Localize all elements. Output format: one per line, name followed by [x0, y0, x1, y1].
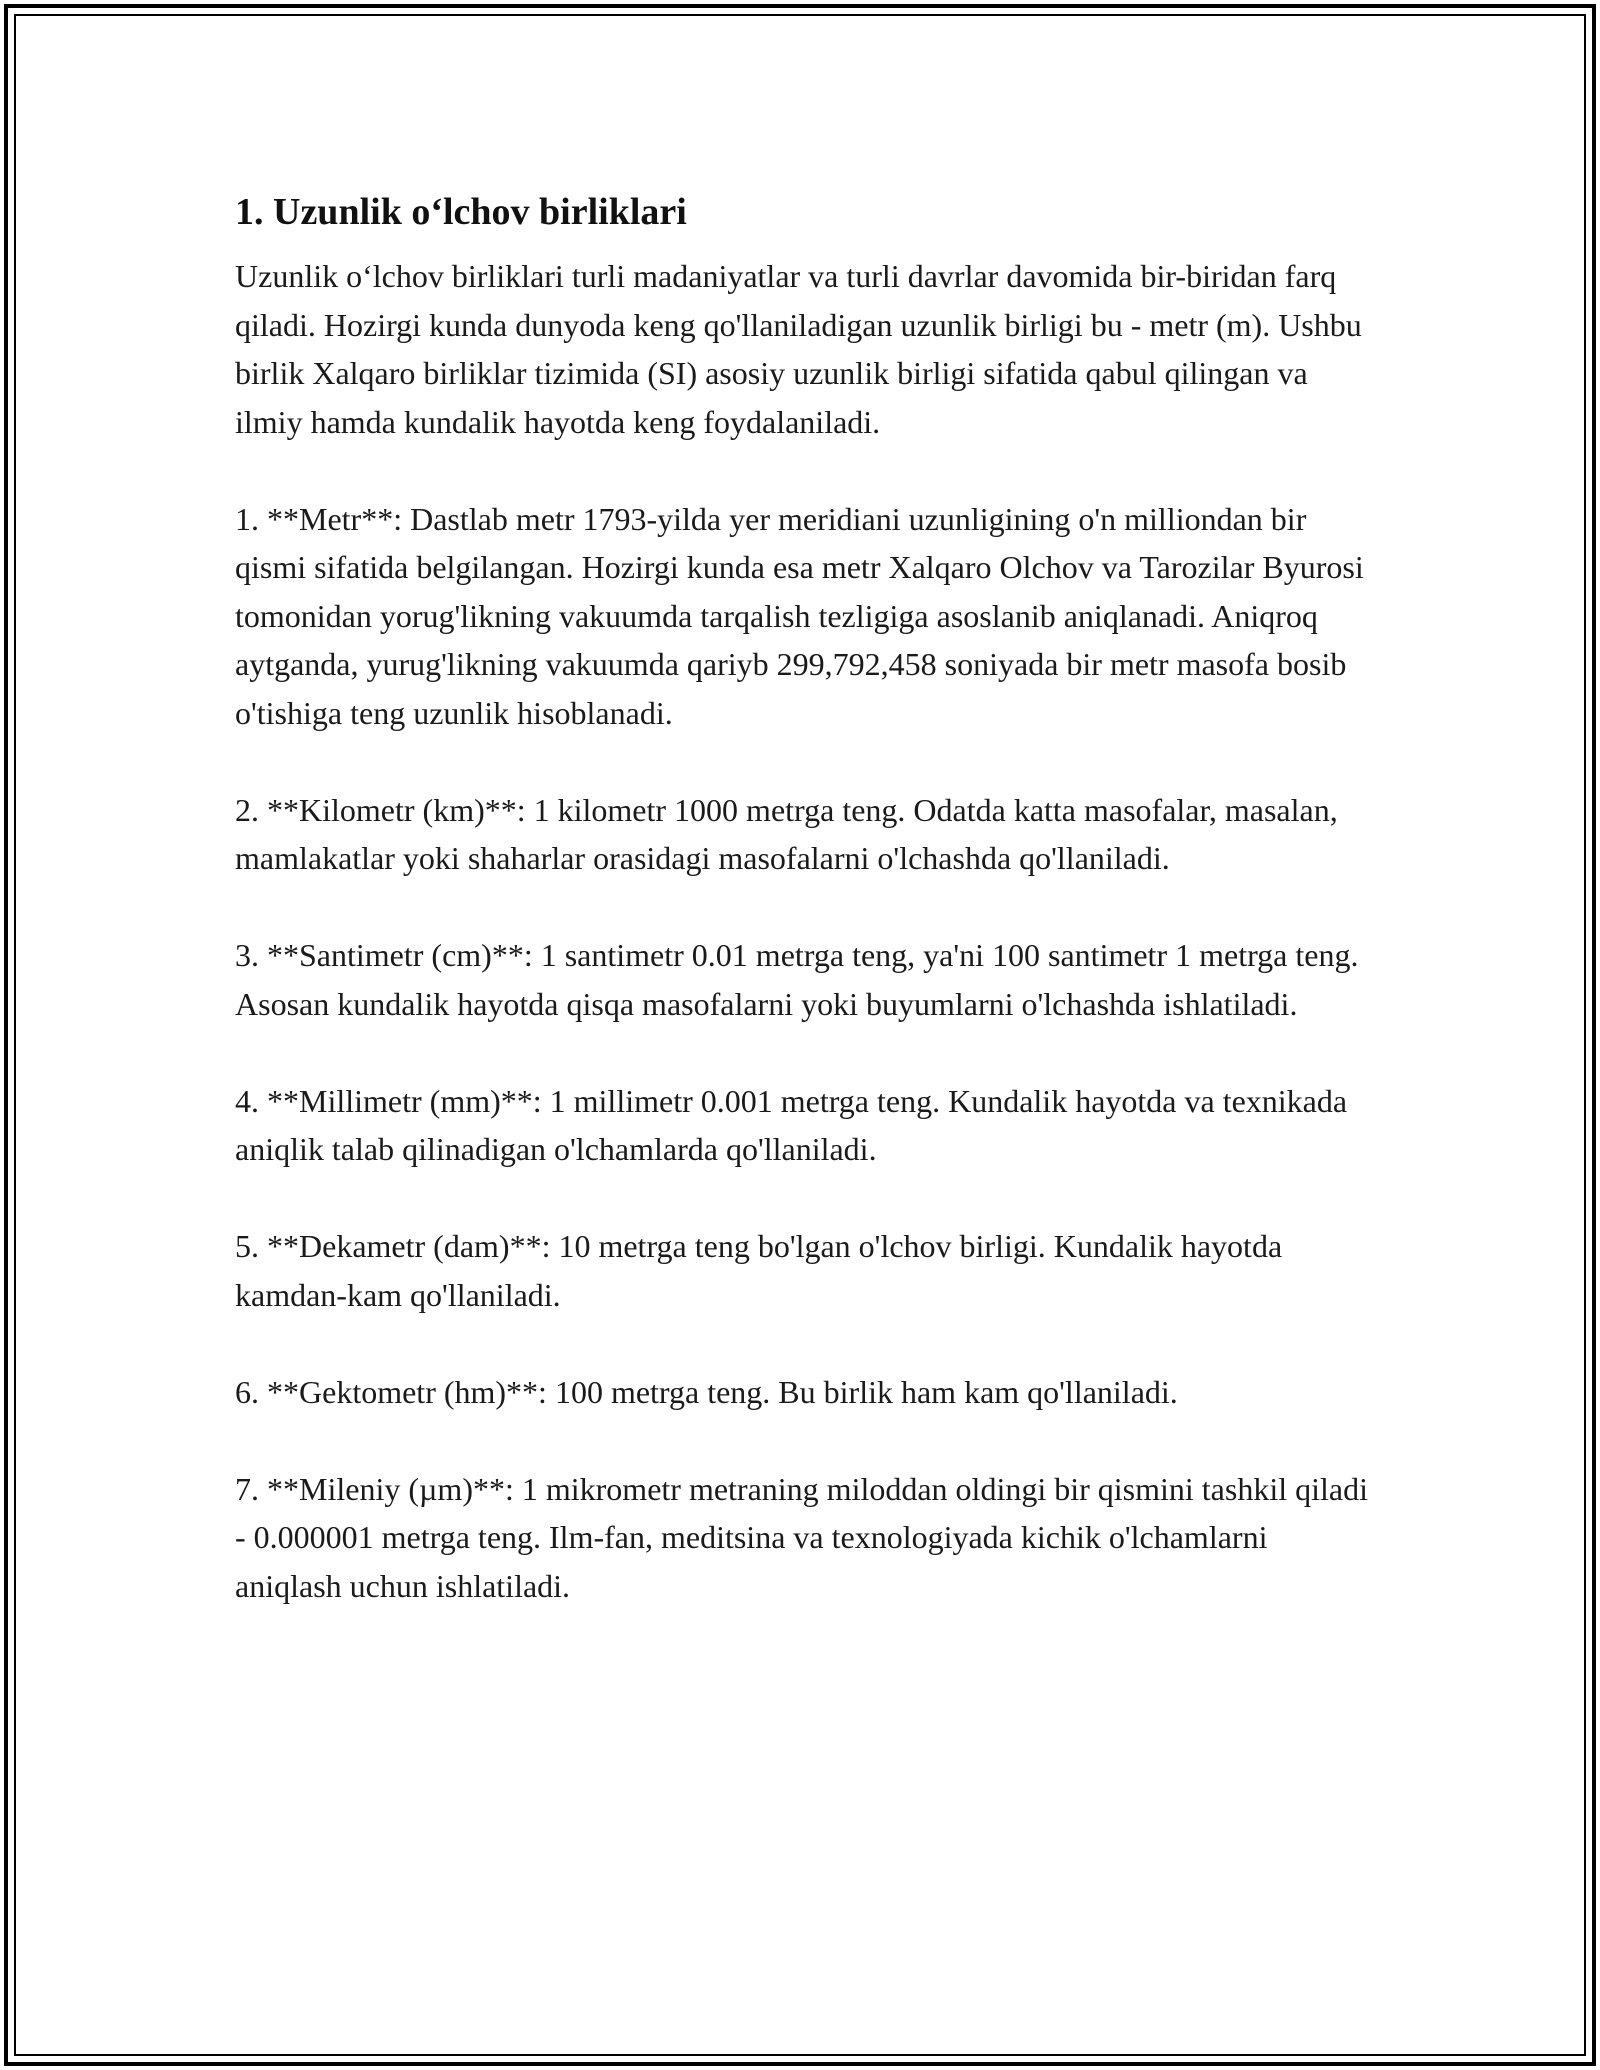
- intro-paragraph: Uzunlik o‘lchov birliklari turli madaniyatlar va turli davrlar davomida bir-biridan farq qiladi. Hozirgi kunda dunyoda keng qo'llaniladigan uzunlik birligi bu - metr (m). Ushbu birlik Xalqaro birliklar tizimida (SI) asosiy uzunlik birligi sifatida qabul qilingan va ilmiy hamda kundalik hayotda keng foydalaniladi.: [235, 258, 1362, 440]
- item-gektometr: 6. **Gektometr (hm)**: 100 metrga teng. Bu birlik ham kam qo'llaniladi.: [235, 1373, 1178, 1410]
- item-millimetr: 4. **Millimetr (mm)**: 1 millimetr 0.001 metrga teng. Kundalik hayotda va texnikada aniqlik talab qilinadigan o'lchamlarda qo'llaniladi.: [235, 1082, 1348, 1167]
- item-metr: 1. **Metr**: Dastlab metr 1793-yilda yer meridiani uzunligining o'n milliondan bir qismi sifatida belgilangan. Hozirgi kunda esa metr Xalqaro Olchov va Tarozilar Byurosi tomonidan yorug'likning vakuumda tarqalish tezligiga asoslanib aniqlanadi. Aniqroq aytganda, yurug'likning vakuumda qariyb 299,792,458 soniyada bir metr masofa bosib o'tishiga teng uzunlik hisoblanadi.: [235, 500, 1364, 731]
- item-dekametr: 5. **Dekametr (dam)**: 10 metrga teng bo'lgan o'lchov birligi. Kundalik hayotda kamdan-kam qo'llaniladi.: [235, 1228, 1283, 1313]
- section-title: 1. Uzunlik o‘lchov birliklari: [235, 191, 687, 233]
- item-kilometr: 2. **Kilometr (km)**: 1 kilometr 1000 metrga teng. Odatda katta masofalar, masalan, mamlakatlar yoki shaharlar orasidagi masofalarni o'lchashda qo'llaniladi.: [235, 791, 1338, 876]
- item-santimetr: 3. **Santimetr (cm)**: 1 santimetr 0.01 metrga teng, ya'ni 100 santimetr 1 metrga teng. Asosan kundalik hayotda qisqa masofalarni yoki buyumlarni o'lchashda ishlatiladi.: [235, 937, 1359, 1022]
- document-body: [235, 182, 1370, 1610]
- item-mileniy: 7. **Mileniy (µm)**: 1 mikrometr metraning miloddan oldingi bir qismini tashkil qiladi - 0.000001 metrga teng. Ilm-fan, meditsina va texnologiyada kichik o'lchamlarni aniqlash uchun ishlatiladi.: [235, 1470, 1368, 1604]
